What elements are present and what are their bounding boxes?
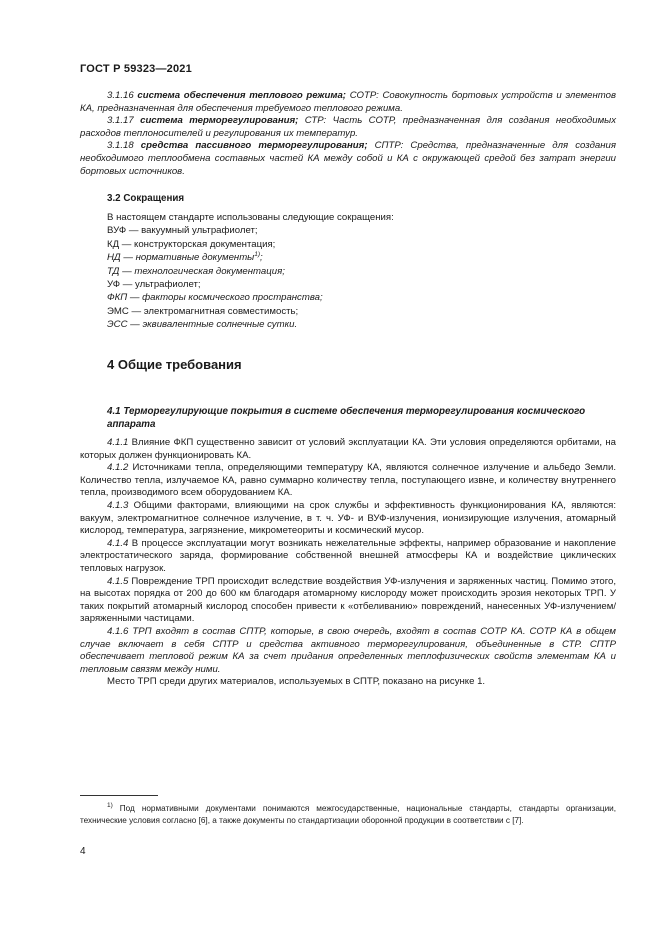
abbr-item: ЭМС — электромагнитная совместимость; (107, 305, 299, 317)
paragraph-figure-ref: Место ТРП среди других материалов, используемых в СПТР, показано на рисунке 1. (107, 676, 486, 688)
abbr-item: УФ — ультрафиолет; (107, 278, 201, 290)
paragraph-text: Повреждение ТРП происходит вследствие воздействия УФ-излучения и заряженных частиц. Помимо этого, на высотах порядка от 200 до 600 км благодаря атомарному кислороду может происходить эрозия некоторых ТРП. У таких покрытий атомарный кислород способен привести к «отбеливанию» повреждений, нанесенных УФ-излучением/заряженными частицами. (80, 575, 616, 625)
footnote-mark: 1) (107, 802, 113, 809)
definition-3-1-16 (80, 90, 616, 115)
definition-text: СОТР: Совокупность бортовых устройств и элементов КА, предназначенная для обеспечения требуемого теплового режима. (80, 90, 616, 114)
clause-number: 3.1.17 (107, 115, 134, 127)
abbr-tail: ; (260, 252, 263, 264)
definitions-block (80, 90, 616, 178)
definition-text: СПТР: Средства, предназначенные для создания необходимого теплообмена составных частей КА между собой и КА с окружающей средой без затрат энергии бортовых источников. (80, 140, 616, 177)
abbr-text: НД — нормативные документы (107, 252, 255, 264)
term: система терморегулирования; (140, 115, 299, 127)
clause-number: 4.1.1 (107, 437, 129, 448)
definition-text: СТР: Часть СОТР, предназначенная для создания необходимых расходов теплоносителей и регулирования их температур. (80, 115, 617, 139)
footnote-divider (80, 795, 158, 796)
paragraph-text: В процессе эксплуатации могут возникать нежелательные эффекты, например образование и накопление электростатического заряда, формирование собственной внешней атмосферы КА и воздействие циклических тепловых нагрузок. (80, 537, 616, 574)
paragraph-4-1-6 (80, 626, 616, 676)
definition-3-1-18 (80, 140, 616, 178)
clause-number: 4.1.6 (107, 625, 129, 637)
section-4-title: 4 Общие требования (107, 357, 242, 372)
paragraph-text: ТРП входят в состав СПТР, которые, в свою очередь, входят в состав СОТР КА. СОТР КА в общем случае включает в себя СПТР и средства активного терморегулирования, объединенные в СТР. СПТР обеспечивает тепловой режим КА за счет придания определенных теплофизических свойств элементам КА и тепловым связям между ними. (80, 625, 617, 675)
document-header: ГОСТ Р 59323—2021 (80, 63, 192, 75)
term: система обеспечения теплового режима; (137, 90, 346, 101)
abbr-item (107, 252, 394, 265)
section-4-1-title: 4.1 Терморегулирующие покрытия в системе обеспечения терморегулирования космического аппарата (107, 406, 586, 430)
page-number: 4 (80, 846, 86, 857)
definition-3-1-17 (80, 115, 616, 140)
clause-number: 4.1.2 (107, 462, 129, 474)
paragraph-4-1-1 (80, 437, 616, 462)
footnote (80, 803, 616, 827)
paragraph-text: Общими факторами, влияющими на срок службы и эффективность функционирования КА, являются: вакуум, электромагнитное солнечное излучение, в т. ч. УФ- и ВУФ-излучения, ионизирующие излучения, атомарный кислород, температура, загрязнение, микрометеориты и космический мусор. (80, 499, 616, 537)
paragraph-text: Источниками тепла, определяющими температуру КА, являются солнечное излучение и альбедо Земли. Количество тепла, излучаемое КА, равно суммарно количеству тепла, поступающего извне, и количеству внутреннего тепла, производимого всем оборудованием КА. (80, 462, 616, 499)
footnote-ref: 1) (254, 251, 261, 259)
clause-number: 4.1.5 (107, 575, 129, 587)
paragraph-text: Влияние ФКП существенно зависит от условий эксплуатации КА. Эти условия определяются орбитами, на которых должен функционировать КА. (80, 437, 616, 461)
abbr-item: ФКП — факторы космического пространства; (107, 292, 323, 304)
abbreviations-list (107, 212, 394, 333)
clause-number: 4.1.4 (107, 537, 129, 549)
paragraph-4-1-2 (80, 462, 616, 500)
paragraph-4-1-4 (80, 538, 616, 576)
paragraph-4-1-5 (80, 576, 616, 626)
abbr-item: КД — конструкторская документация; (107, 238, 276, 250)
term: средства пассивного терморегулирования; (140, 140, 368, 152)
abbreviations-intro: В настоящем стандарте использованы следующие сокращения: (107, 212, 394, 223)
abbr-item: ВУФ — вакуумный ультрафиолет; (107, 225, 258, 237)
footnote-text: Под нормативными документами понимаются межгосударственные, национальные стандарты, стандарты организации, технические условия согласно [6], а также документы по стандартизации оборонной продукции в соответствии с [7]. (80, 804, 617, 825)
section-4-body (80, 437, 616, 689)
clause-number: 3.1.16 (107, 90, 134, 101)
abbr-item: ТД — технологическая документация; (107, 265, 285, 277)
abbr-item: ЭСС — эквивалентные солнечные сутки. (107, 319, 298, 331)
section-3-2-title: 3.2 Сокращения (107, 193, 185, 204)
clause-number: 4.1.3 (107, 499, 129, 511)
clause-number: 3.1.18 (107, 140, 134, 152)
paragraph-4-1-3 (80, 500, 616, 538)
